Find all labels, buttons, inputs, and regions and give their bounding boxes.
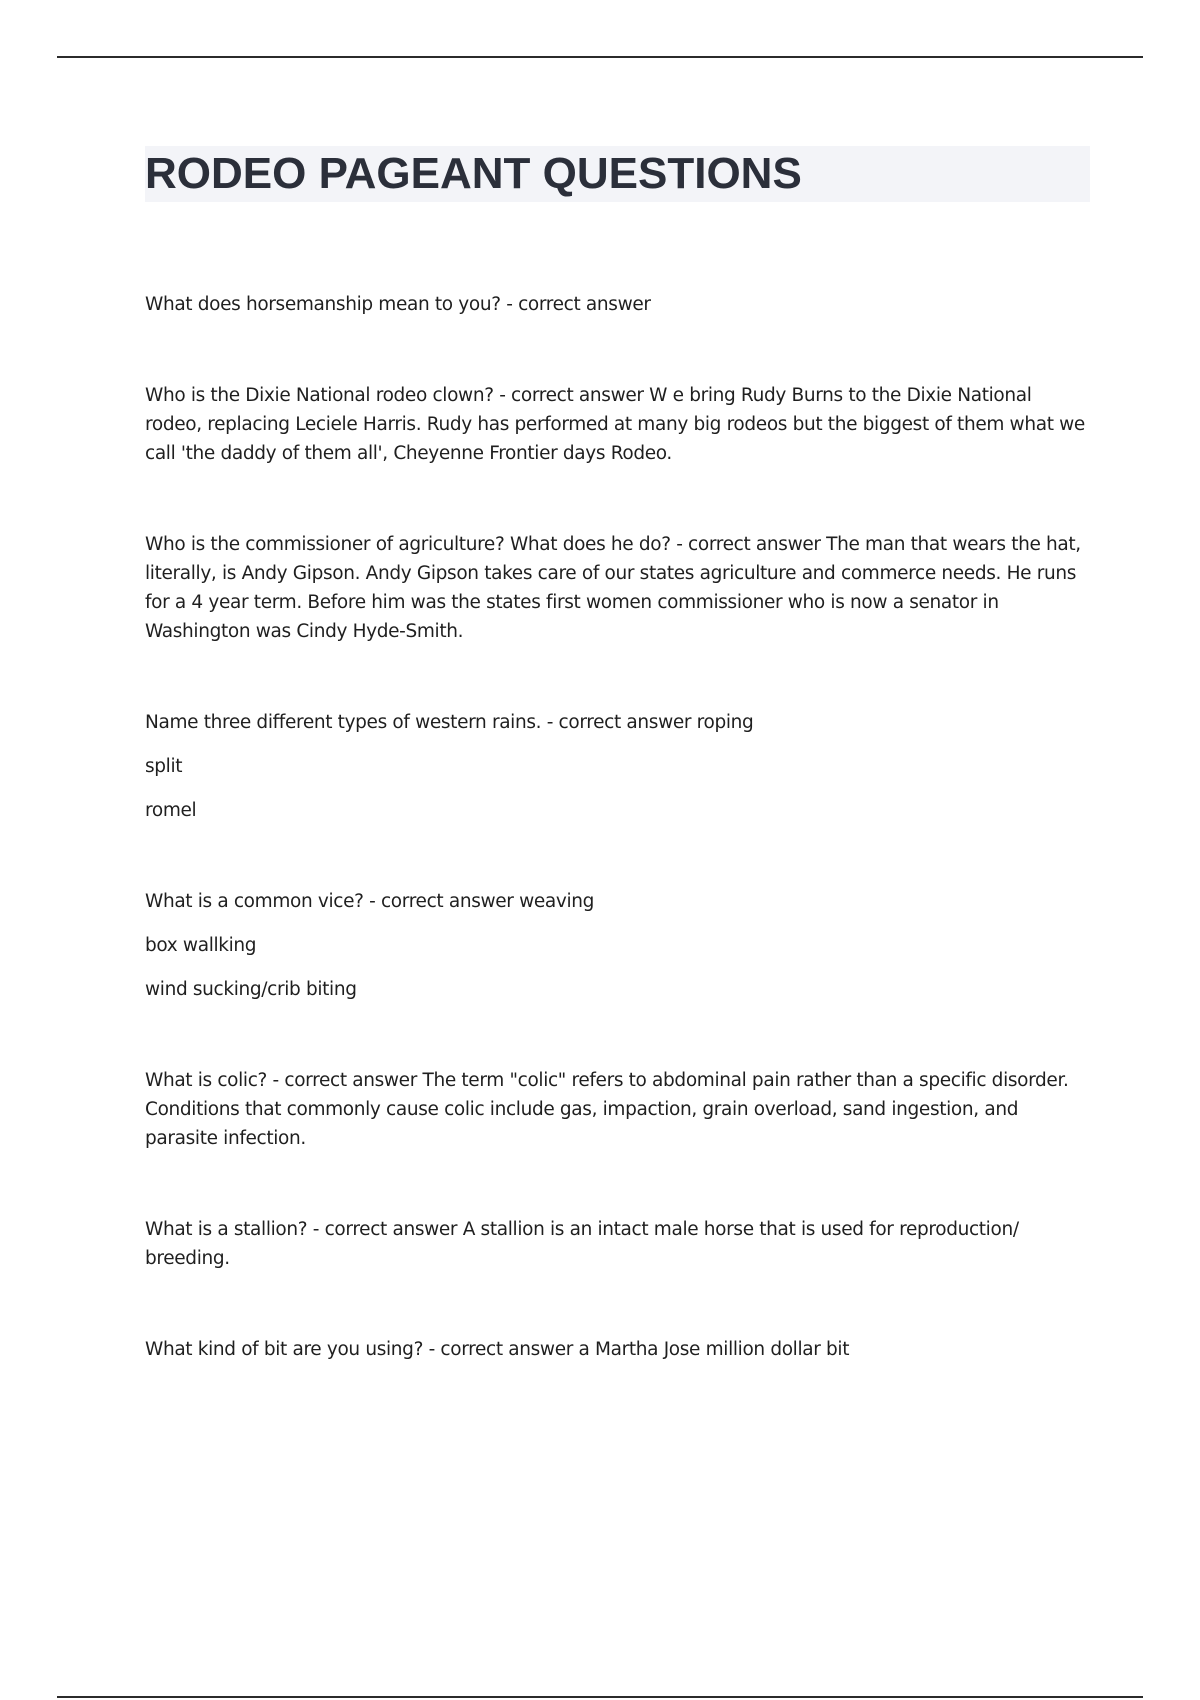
page-title: RODEO PAGEANT QUESTIONS (145, 149, 802, 198)
qa-item (145, 1335, 1090, 1364)
qa-text: Name three different types of western rains. - correct answer roping (145, 712, 754, 733)
qa-item (145, 381, 1090, 468)
qa-item (145, 1066, 1090, 1153)
qa-list (145, 290, 1090, 1364)
top-rule (57, 56, 1143, 58)
qa-answer-line: wind sucking/crib biting (145, 979, 357, 1000)
qa-text: What kind of bit are you using? - correct answer a Martha Jose million dollar bit (145, 1339, 850, 1360)
qa-answer-line: box wallking (145, 935, 257, 956)
qa-answer-line: romel (145, 800, 197, 821)
qa-text: What does horsemanship mean to you? - correct answer (145, 294, 651, 315)
qa-item (145, 530, 1090, 646)
qa-text: What is a stallion? - correct answer A stallion is an intact male horse that is used for reproduction/ breeding. (145, 1219, 1019, 1269)
qa-item (145, 1215, 1090, 1273)
qa-item (145, 708, 1090, 825)
qa-item (145, 290, 1090, 319)
qa-answer-line: split (145, 756, 183, 777)
qa-text: Who is the Dixie National rodeo clown? - correct answer W e bring Rudy Burns to the Dixie National rodeo, replacing Leciele Harris. Rudy has performed at many big rodeos but the biggest of them what we call 'the daddy of them all', Cheyenne Frontier days Rodeo. (145, 385, 1085, 464)
qa-text: What is colic? - correct answer The term "colic" refers to abdominal pain rather than a specific disorder. Conditions that commonly cause colic include gas, impaction, grain overload, sand ingestion, and parasite infection. (145, 1070, 1069, 1149)
qa-text: Who is the commissioner of agriculture? What does he do? - correct answer The man that wears the hat, literally, is Andy Gipson. Andy Gipson takes care of our states agriculture and commerce needs. He runs for a 4 year term. Before him was the states first women commissioner who is now a senator in Washington was Cindy Hyde-Smith. (145, 534, 1081, 642)
qa-text: What is a common vice? - correct answer weaving (145, 891, 595, 912)
bottom-rule (57, 1696, 1143, 1698)
qa-item (145, 887, 1090, 1004)
